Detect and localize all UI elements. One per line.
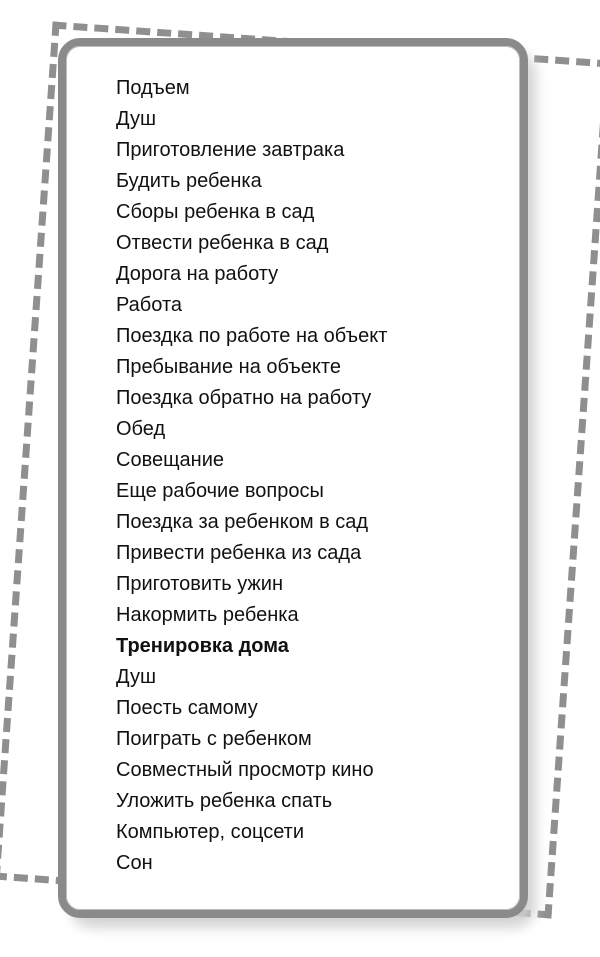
schedule-item: Сборы ребенка в сад: [116, 201, 315, 223]
schedule-item: Поездка за ребенком в сад: [116, 511, 369, 533]
schedule-item: Приготовить ужин: [116, 573, 284, 595]
schedule-item: Привести ребенка из сада: [116, 542, 362, 564]
schedule-item: Работа: [116, 294, 182, 316]
schedule-item: Поесть самому: [116, 697, 258, 719]
schedule-item: Накормить ребенка: [116, 604, 299, 626]
schedule-item: Уложить ребенка спать: [116, 790, 333, 812]
schedule-item: Отвести ребенка в сад: [116, 232, 329, 254]
schedule-item: Совещание: [116, 449, 225, 471]
schedule-item: Совместный просмотр кино: [116, 759, 374, 781]
schedule-list: [116, 73, 387, 879]
schedule-item: Сон: [116, 852, 153, 874]
schedule-item: Поездка по работе на объект: [116, 325, 388, 347]
schedule-item: Поездка обратно на работу: [116, 387, 372, 409]
schedule-item: Поиграть с ребенком: [116, 728, 312, 750]
schedule-item: Пребывание на объекте: [116, 356, 341, 378]
schedule-item: Душ: [116, 666, 157, 688]
schedule-item: Еще рабочие вопросы: [116, 480, 324, 502]
schedule-item: Приготовление завтрака: [116, 139, 345, 161]
schedule-item: Дорога на работу: [116, 263, 279, 285]
schedule-card: [58, 38, 528, 918]
schedule-item: Обед: [116, 418, 166, 440]
schedule-item: Подъем: [116, 77, 190, 99]
schedule-item-highlighted: Тренировка дома: [116, 635, 289, 657]
schedule-item: Компьютер, соцсети: [116, 821, 304, 843]
schedule-item: Душ: [116, 108, 157, 130]
schedule-item: Будить ребенка: [116, 170, 262, 192]
